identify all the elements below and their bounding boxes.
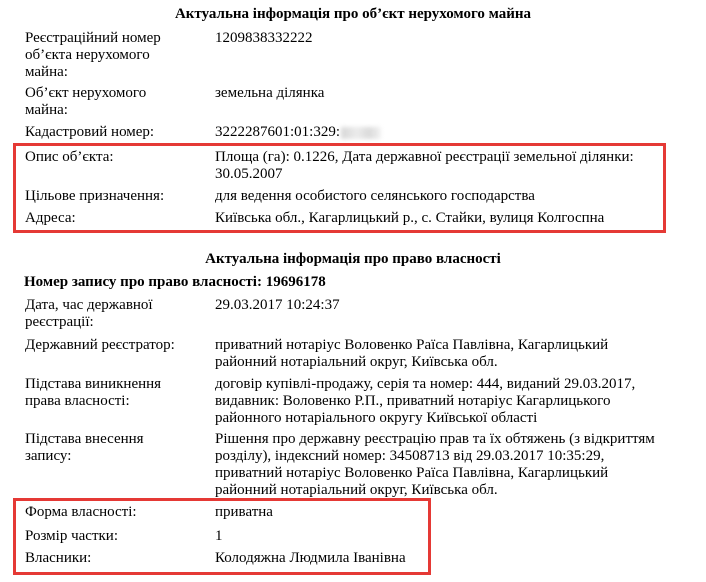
field-label: Державний реєстратор:	[25, 337, 175, 353]
field-label: Реєстраційний номер об’єкта нерухомого майна:	[25, 30, 161, 80]
cadastral-number-text: 3222287601:01:329:	[215, 124, 341, 140]
field-label: Форма власності:	[25, 504, 137, 520]
field-label: Об’єкт нерухомого майна:	[25, 85, 147, 118]
highlight-box-property-details	[13, 143, 666, 233]
field-label: Підстава виникнення права власності:	[25, 376, 162, 409]
field-value: земельна ділянка	[215, 85, 325, 101]
field-label: Розмір частки:	[25, 528, 118, 544]
field-label: Цільове призначення:	[25, 188, 165, 204]
field-label: Підстава внесення запису:	[25, 431, 144, 464]
property-section-title: Актуальна інформація про об’єкт нерухомого майна	[174, 6, 532, 22]
field-value: 29.03.2017 10:24:37	[215, 297, 340, 313]
field-value: 1209838332222	[215, 30, 313, 46]
field-value: приватна	[215, 504, 273, 520]
field-label: Опис об’єкта:	[25, 149, 114, 165]
field-label: Адреса:	[25, 210, 76, 226]
field-label: Дата, час державної реєстрації:	[25, 297, 153, 330]
field-value: Київська обл., Кагарлицький р., с. Стайки, вулиця Колгоспна	[215, 210, 605, 226]
field-value: Площа (га): 0.1226, Дата державної реєстрації земельної ділянки: 30.05.2007	[215, 149, 634, 182]
redacted-blur	[341, 127, 381, 139]
field-value	[215, 124, 685, 141]
field-value: для ведення особистого селянського господарства	[215, 188, 535, 204]
highlight-box-ownership-details	[13, 498, 431, 575]
field-value: договір купівлі-продажу, серія та номер: 444, виданий 29.03.2017, видавник: Воловенко Р.П., приватний нотаріус Кагарлицького районного нотаріального округу Київської області	[215, 376, 636, 426]
field-value: приватний нотаріус Воловенко Раїса Павлівна, Кагарлицький районний нотаріальний округ, Київська обл.	[215, 337, 609, 370]
field-label: Власники:	[25, 550, 92, 566]
ownership-record-number: Номер запису про право власності: 19696178	[24, 274, 326, 290]
field-label: Кадастровий номер:	[25, 124, 155, 140]
field-value: Колодяжна Людмила Іванівна	[215, 550, 406, 566]
field-value: 1	[215, 528, 223, 544]
field-value: Рішення про державну реєстрацію прав та їх обтяжень (з відкриттям розділу), індексний номер: 34508713 від 29.03.2017 10:35:29, приватний нотаріус Воловенко Раїса Павлівна, Кагарлицький районний нотаріальний округ, Київська обл.	[215, 431, 655, 498]
ownership-section-title: Актуальна інформація про право власності	[205, 251, 501, 267]
